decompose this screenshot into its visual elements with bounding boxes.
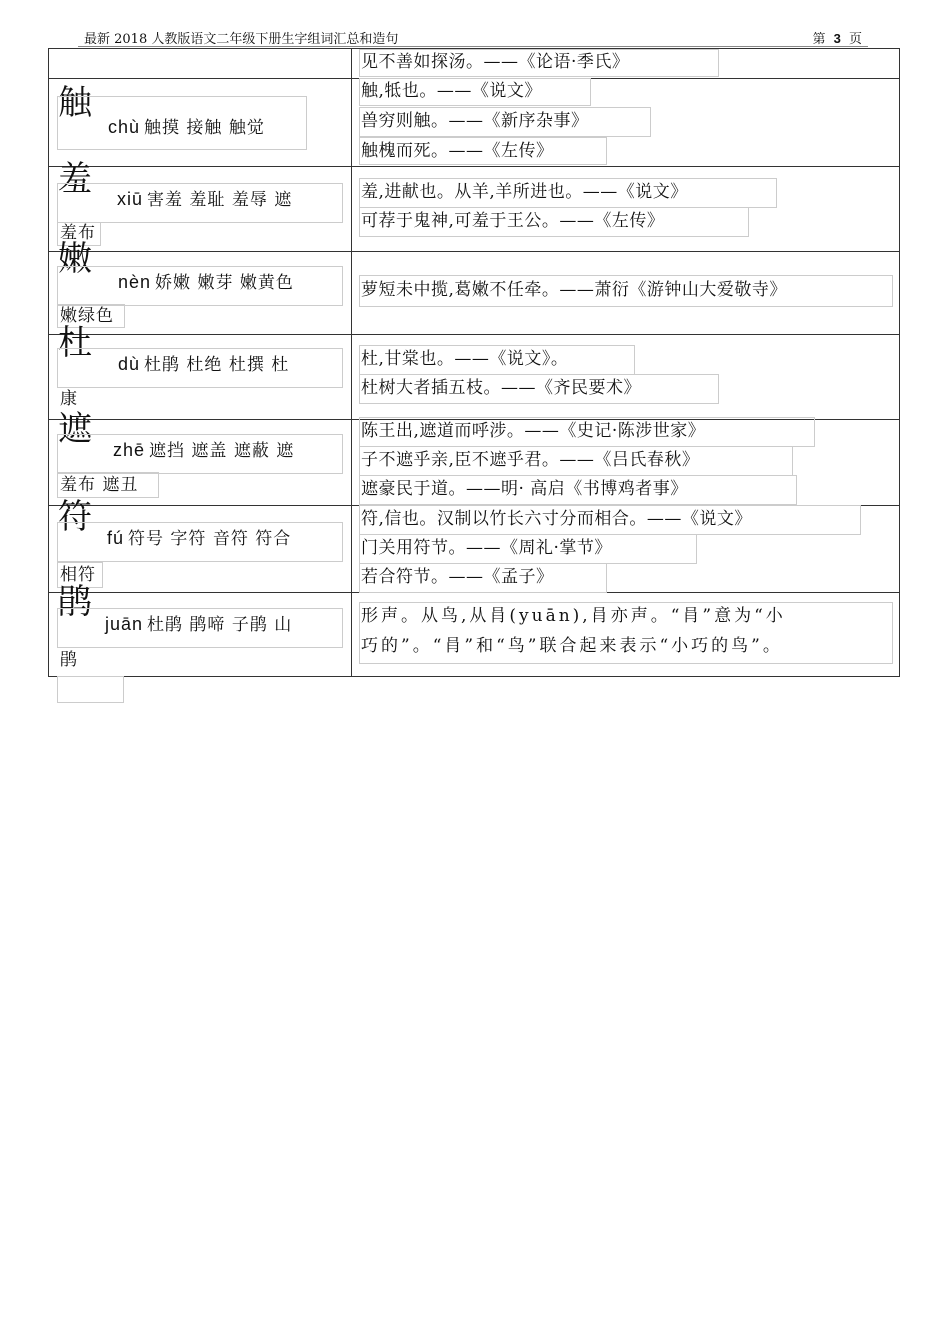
words-line1: 杜鹃 鹃啼 子鹃 山	[147, 615, 293, 635]
words-line2: 鹃	[60, 650, 78, 670]
words-line1: 触摸 接触 触觉	[144, 118, 265, 138]
word-group	[118, 267, 294, 298]
character: 鹃	[58, 582, 92, 622]
pinyin: nèn	[118, 272, 152, 292]
top-quote: 见不善如探汤。——《论语·季氏》	[361, 52, 630, 72]
words-line2: 羞布 遮丑	[60, 475, 139, 495]
pinyin: zhē	[113, 440, 146, 460]
word-group	[107, 523, 291, 554]
words-box	[57, 676, 124, 703]
character: 遮	[58, 409, 92, 449]
page-number: 3	[833, 31, 843, 46]
row-divider	[49, 166, 899, 167]
quote-line: 子不遮乎亲,臣不遮乎君。——《吕氏春秋》	[361, 450, 700, 470]
character: 触	[58, 83, 92, 123]
words-line1: 娇嫩 嫩芽 嫩黄色	[155, 273, 294, 293]
page-header	[78, 26, 868, 47]
words-line1: 害羞 羞耻 羞辱 遮	[147, 190, 293, 210]
word-group	[105, 609, 292, 640]
character: 嫩	[58, 239, 92, 279]
word-group	[117, 184, 292, 215]
character: 杜	[58, 323, 92, 363]
quote-line: 遮豪民于道。——明· 高启《书博鸡者事》	[361, 479, 688, 499]
page-indicator	[812, 28, 864, 47]
quote-line: 可荐于鬼神,可羞于王公。——《左传》	[361, 211, 665, 231]
quote-line: 羞,进献也。从羊,羊所进也。——《说文》	[361, 182, 688, 202]
quote-line: 触,牴也。——《说文》	[361, 81, 542, 101]
word-group	[118, 349, 289, 380]
words-line1: 符号 字符 音符 符合	[128, 529, 292, 549]
quote-line: 形声。从鸟,从肙(yuān),肙亦声。“肙”意为“小	[361, 606, 786, 626]
pinyin: juān	[105, 614, 144, 634]
pinyin: chù	[108, 117, 141, 137]
page-suffix: 页	[848, 32, 864, 47]
quote-line: 兽穷则触。——《新序杂事》	[361, 111, 589, 131]
row-divider	[49, 251, 899, 252]
document-title: 最新 2018 人教版语文二年级下册生字组词汇总和造句	[84, 32, 399, 47]
word-group	[113, 435, 294, 466]
pinyin: xiū	[117, 189, 144, 209]
pinyin: fú	[107, 528, 125, 548]
words-line1: 杜鹃 杜绝 杜撰 杜	[144, 355, 290, 375]
quote-line: 杜树大者插五枝。——《齐民要术》	[361, 378, 641, 398]
quote-line: 若合符节。——《孟子》	[361, 567, 554, 587]
words-line1: 遮挡 遮盖 遮蔽 遮	[149, 441, 295, 461]
words-line2: 康	[60, 389, 78, 409]
pinyin: dù	[118, 354, 141, 374]
quote-line: 萝短未中揽,葛嫩不任牵。——萧衍《游钟山大爱敬寺》	[361, 280, 787, 300]
column-divider	[351, 49, 352, 676]
character: 符	[58, 497, 92, 537]
quote-line: 门关用符节。——《周礼·掌节》	[361, 538, 612, 558]
row-divider	[49, 334, 899, 335]
words-line2: 相符	[60, 565, 96, 585]
quote-line: 陈王出,遮道而呼涉。——《史记·陈涉世家》	[361, 421, 706, 441]
quote-line: 触槐而死。——《左传》	[361, 141, 554, 161]
page-prefix: 第	[812, 32, 828, 47]
words-line2: 羞布	[60, 223, 96, 243]
word-group	[108, 112, 265, 143]
words-line2: 嫩绿色	[60, 306, 114, 326]
quote-line: 巧的”。“肙”和“鸟”联合起来表示“小巧的鸟”。	[361, 636, 783, 656]
character: 羞	[58, 159, 92, 199]
quote-line: 符,信也。汉制以竹长六寸分而相合。——《说文》	[361, 509, 752, 529]
quote-line: 杜,甘棠也。——《说文》。	[361, 349, 569, 369]
